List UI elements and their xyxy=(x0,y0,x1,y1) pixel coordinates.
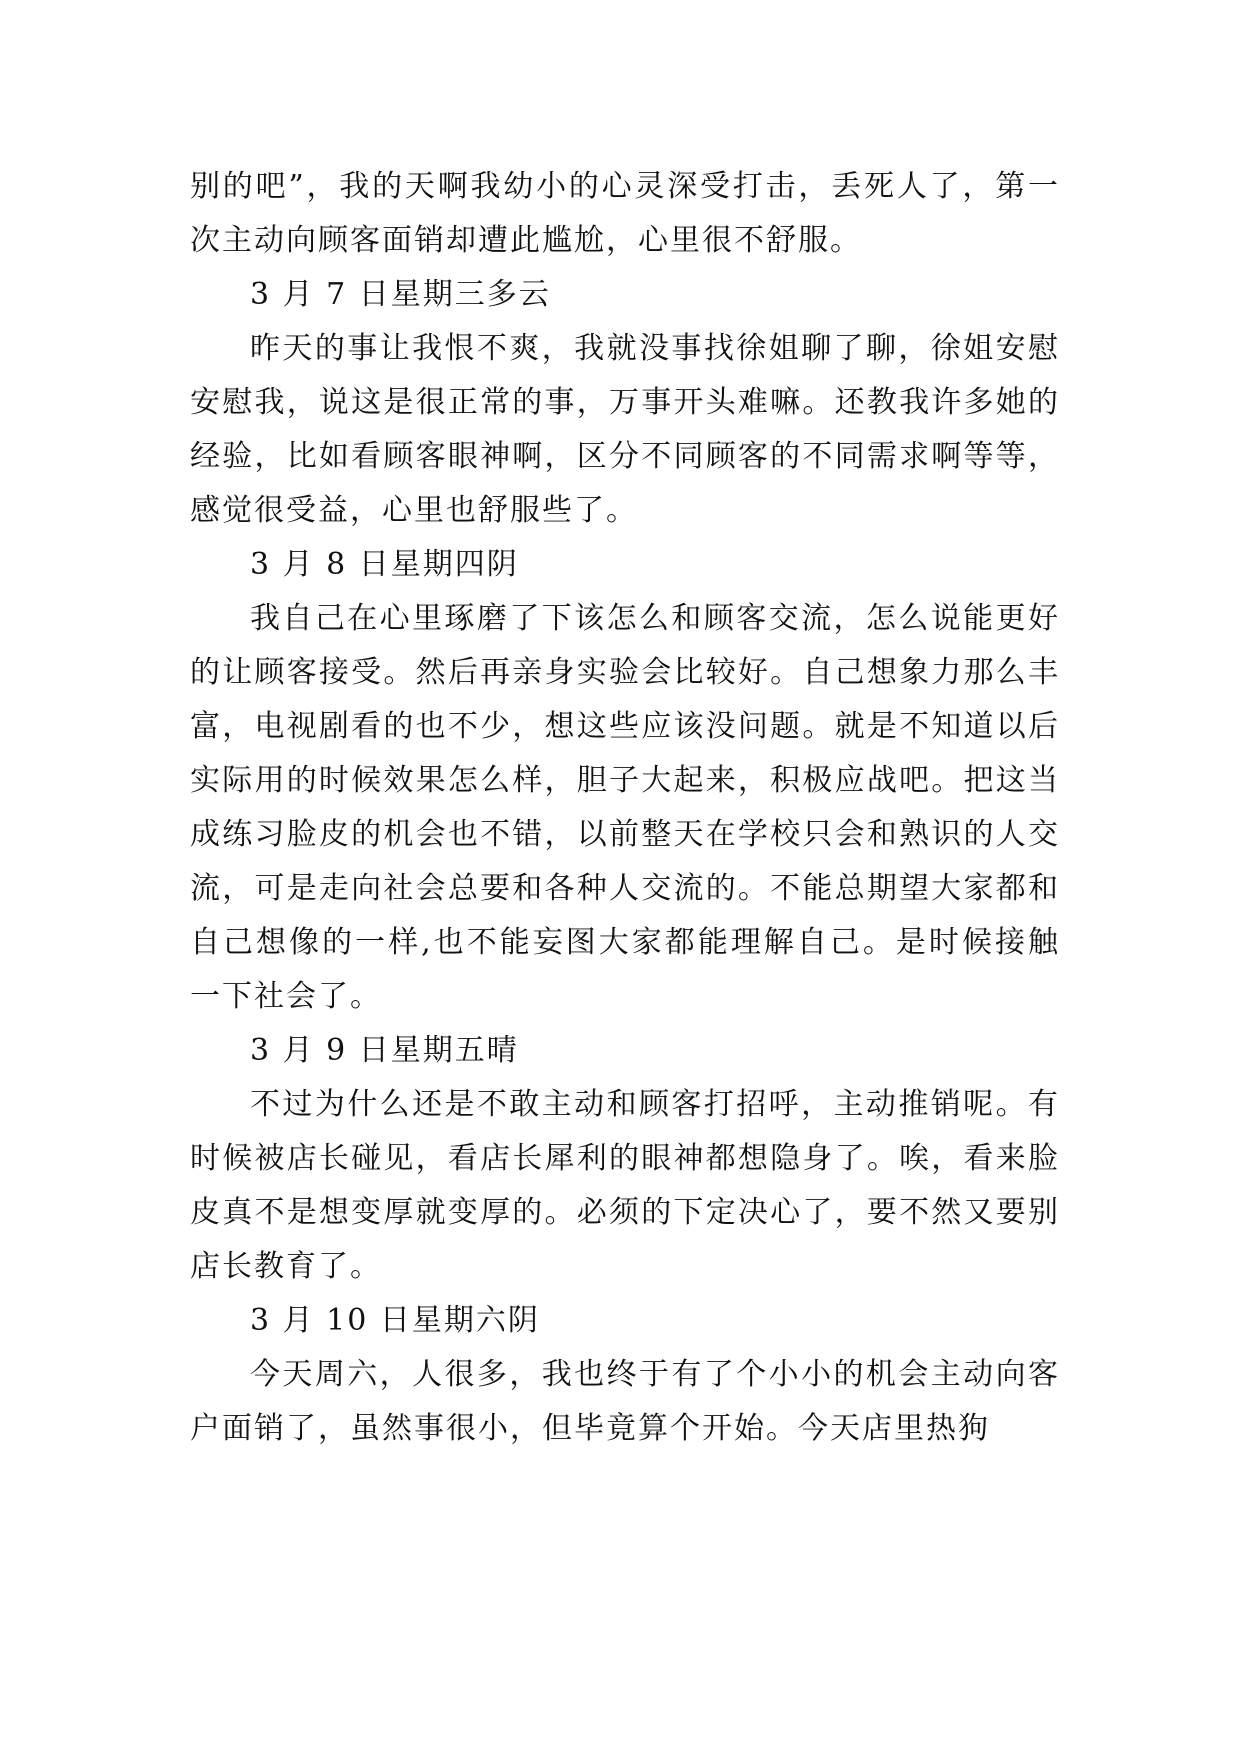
paragraph-continued: 别的吧”，我的天啊我幼小的心灵深受打击，丢死人了，第一次主动向顾客面销却遭此尴尬，心里很不舒服。 xyxy=(190,169,1060,258)
paragraph: 我自己在心里琢磨了下该怎么和顾客交流，怎么说能更好的让顾客接受。然后再亲身实验会比较好。自己想象力那么丰富，电视剧看的也不少，想这些应该没问题。就是不知道以后实际用的时候效果怎么样，胆子大起来，积极应战吧。把这当成练习脸皮的机会也不错，以前整天在学校只会和熟识的人交流，可是走向社会总要和各种人交流的。不能总期望大家都和自己想像的一样,也不能妄图大家都能理解自己。是时候接触一下社会了。 xyxy=(190,601,1060,1014)
diary-body xyxy=(190,160,1060,1456)
paragraph: 今天周六，人很多，我也终于有了个小小的机会主动向客户面销了，虽然事很小，但毕竟算个开始。今天店里热狗 xyxy=(190,1357,1060,1446)
diary-date-heading: 3 月 9 日星期五晴 xyxy=(250,1033,519,1068)
diary-date-heading: 3 月 8 日星期四阴 xyxy=(250,547,519,582)
paragraph: 不过为什么还是不敢主动和顾客打招呼，主动推销呢。有时候被店长碰见，看店长犀利的眼神都想隐身了。唉，看来脸皮真不是想变厚就变厚的。必须的下定决心了，要不然又要别店长教育了。 xyxy=(190,1087,1060,1284)
paragraph: 昨天的事让我恨不爽，我就没事找徐姐聊了聊，徐姐安慰安慰我，说这是很正常的事，万事开头难嘛。还教我许多她的经验，比如看顾客眼神啊，区分不同顾客的不同需求啊等等，感觉很受益，心里也舒服些了。 xyxy=(190,331,1060,528)
diary-date-heading: 3 月 7 日星期三多云 xyxy=(250,277,551,312)
diary-date-heading: 3 月 10 日星期六阴 xyxy=(250,1303,540,1338)
